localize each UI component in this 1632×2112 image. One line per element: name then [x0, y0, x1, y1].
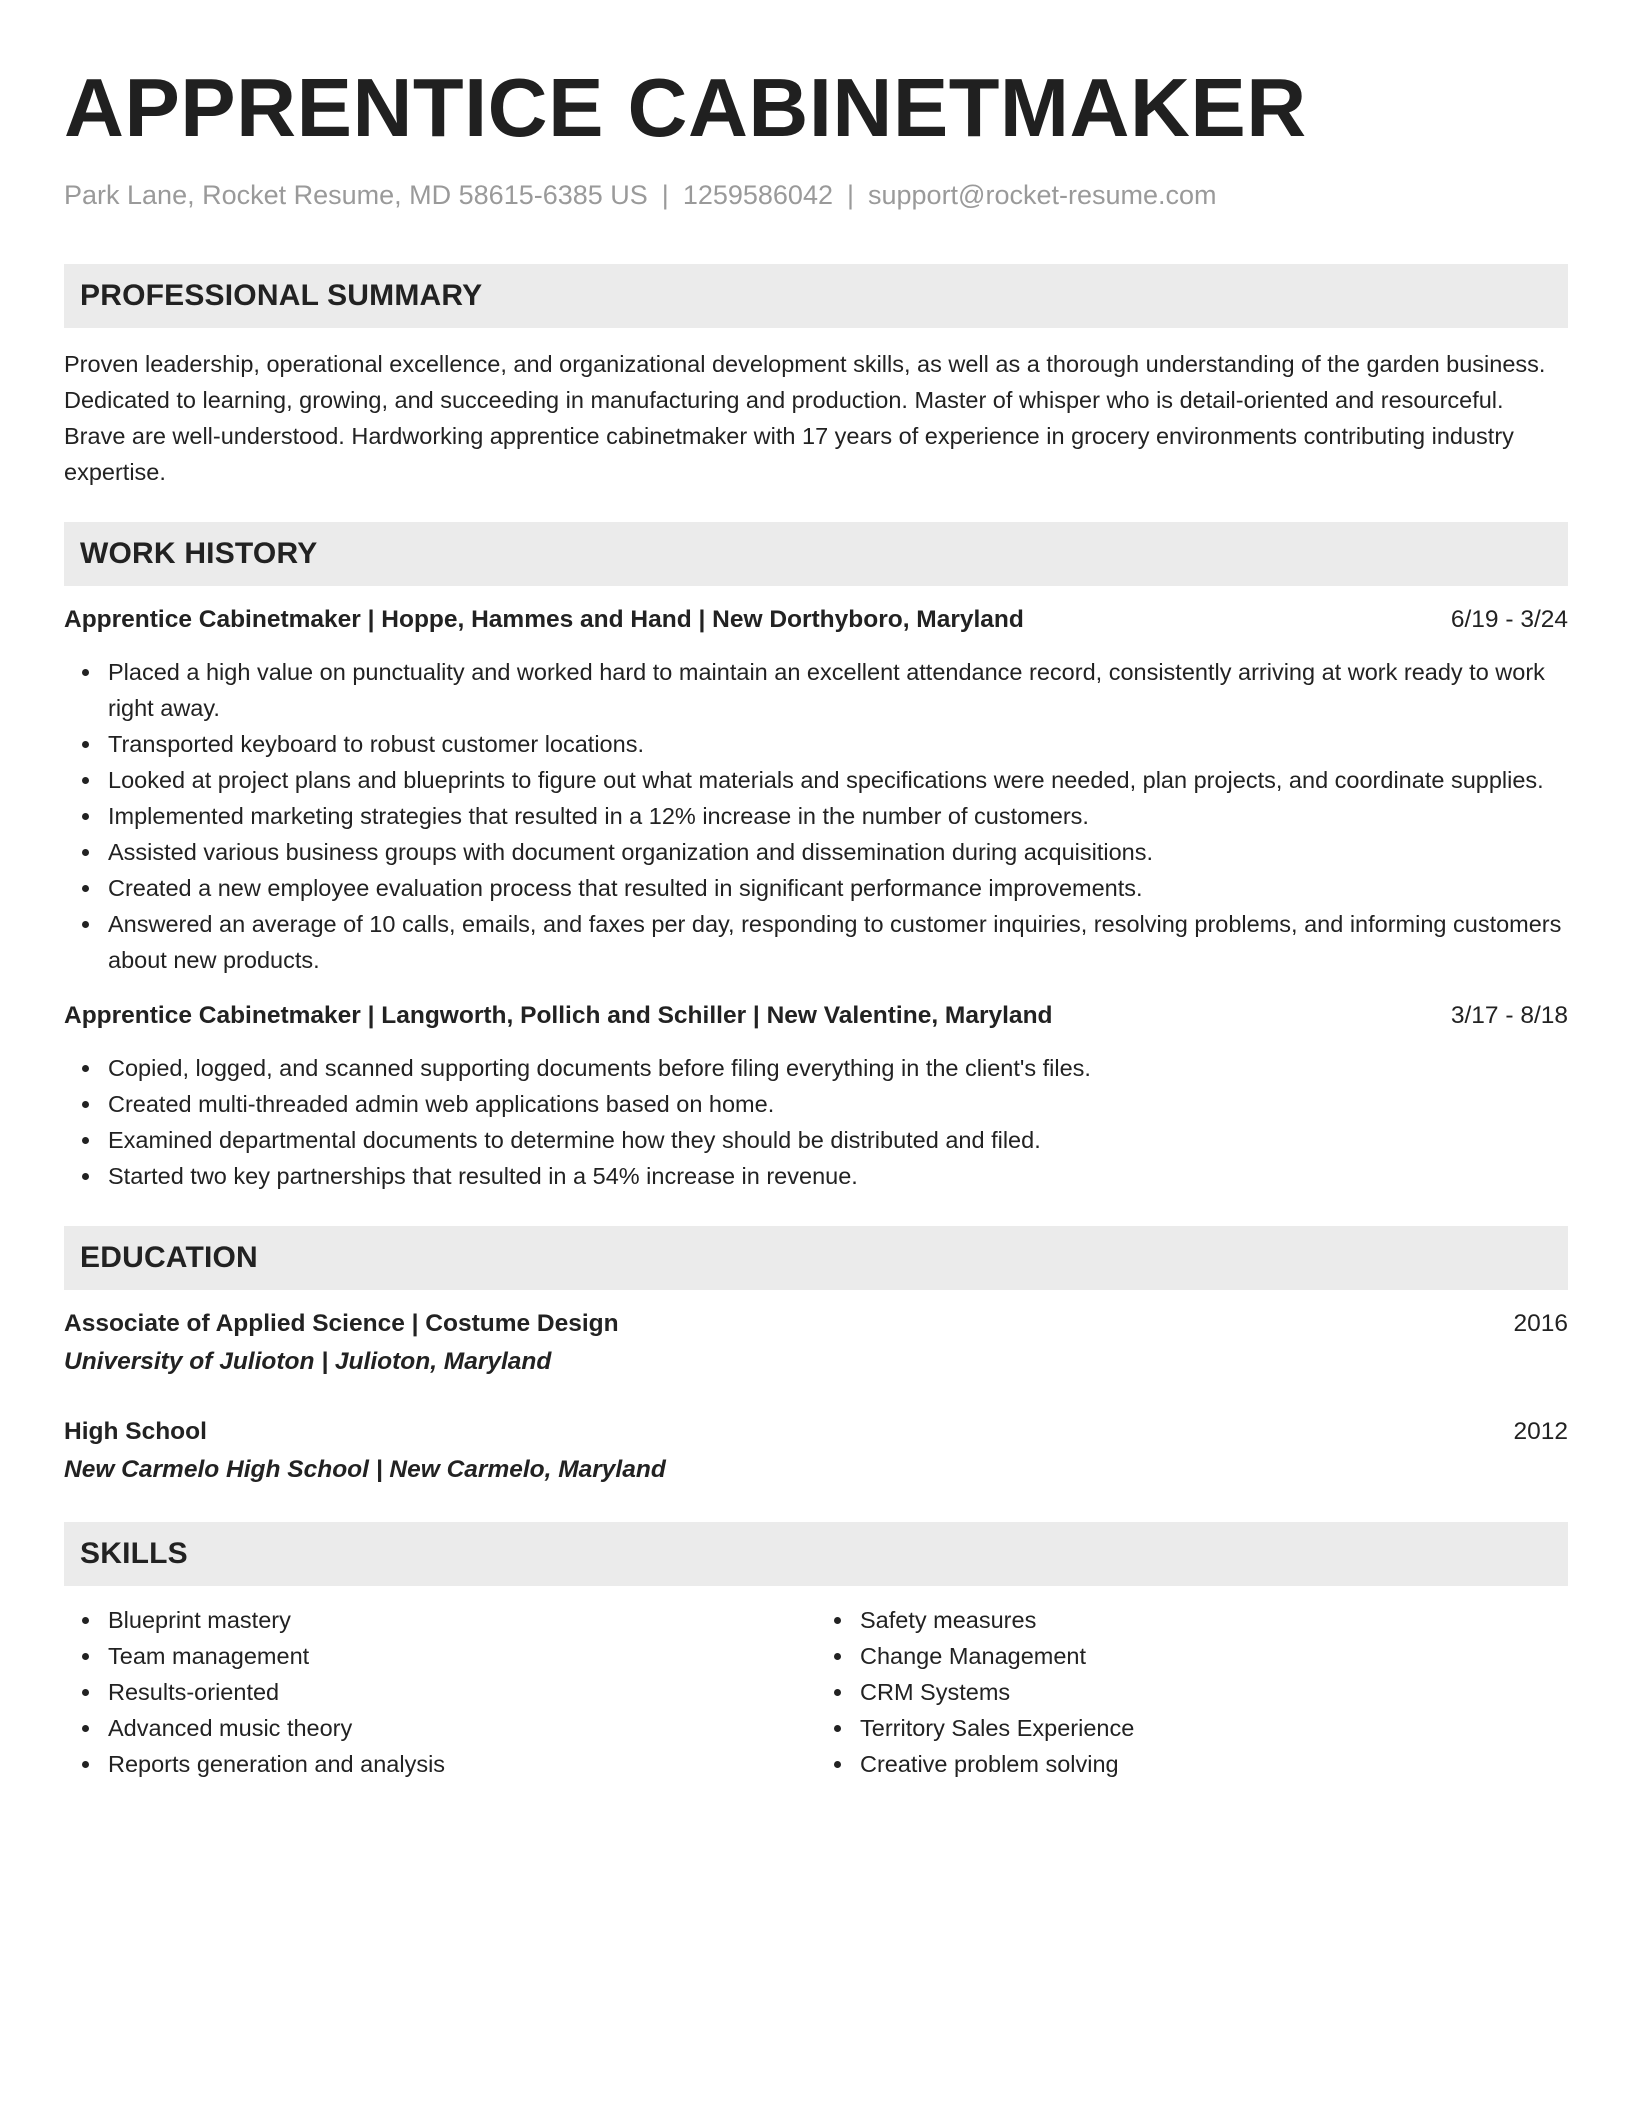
list-item: Created a new employee evaluation process that resulted in significant performance improvements. — [108, 870, 1568, 906]
education-school: New Carmelo High School | New Carmelo, Maryland — [64, 1456, 666, 1483]
skills-list — [816, 1602, 1568, 1782]
list-item: Started two key partnerships that resulted in a 54% increase in revenue. — [108, 1158, 1568, 1194]
contact-address: Park Lane, Rocket Resume, MD 58615-6385 US — [64, 180, 648, 210]
list-item: Assisted various business groups with document organization and dissemination during acquisitions. — [108, 834, 1568, 870]
list-item: Copied, logged, and scanned supporting documents before filing everything in the client's files. — [108, 1050, 1568, 1086]
contact-line — [64, 178, 1568, 212]
education-school: University of Julioton | Julioton, Maryland — [64, 1348, 552, 1375]
job-entry-header — [64, 998, 1568, 1034]
skill-item: Territory Sales Experience — [860, 1710, 1568, 1746]
list-item: Looked at project plans and blueprints to figure out what materials and specifications were needed, plan projects, and coordinate supplies. — [108, 762, 1568, 798]
list-item: Created multi-threaded admin web applications based on home. — [108, 1086, 1568, 1122]
candidate-name: APPRENTICE CABINETMAKER — [64, 61, 1307, 154]
section-header-education: EDUCATION — [64, 1226, 1568, 1290]
education-degree: Associate of Applied Science | Costume Design — [64, 1310, 619, 1337]
summary-text: Proven leadership, operational excellence, and organizational development skills, as well as a thorough understanding of the garden business. Dedicated to learning, growing, and succeeding in manufacturing and production. Master of whisper who is detail-oriented and resourceful. Brave are well-understood. Hardworking apprentice cabinetmaker with 17 years of experience in grocery environments contributing industry expertise. — [64, 351, 1546, 485]
job-title: Apprentice Cabinetmaker | Langworth, Pollich and Schiller | New Valentine, Maryland — [64, 1002, 1053, 1029]
list-item: Transported keyboard to robust customer locations. — [108, 726, 1568, 762]
skill-item: Safety measures — [860, 1602, 1568, 1638]
contact-separator: | — [846, 180, 854, 210]
skills-list — [64, 1602, 816, 1782]
skill-item: Results-oriented — [108, 1674, 816, 1710]
list-item: Examined departmental documents to determine how they should be distributed and filed. — [108, 1122, 1568, 1158]
section-header-work-history: WORK HISTORY — [64, 522, 1568, 586]
contact-phone: 1259586042 — [682, 180, 833, 210]
contact-email: support@rocket-resume.com — [868, 180, 1217, 210]
education-entry-header — [64, 1414, 1568, 1450]
list-item: Placed a high value on punctuality and worked hard to maintain an excellent attendance record, consistently arriving at work ready to work right away. — [108, 654, 1568, 726]
education-year: 2016 — [1513, 1310, 1568, 1337]
skills-grid — [64, 1602, 1568, 1782]
skills-column-left — [64, 1602, 816, 1782]
list-item: Implemented marketing strategies that resulted in a 12% increase in the number of customers. — [108, 798, 1568, 834]
education-entry-header — [64, 1306, 1568, 1342]
skill-item: Advanced music theory — [108, 1710, 816, 1746]
skill-item: Change Management — [860, 1638, 1568, 1674]
skill-item: CRM Systems — [860, 1674, 1568, 1710]
skills-column-right — [816, 1602, 1568, 1782]
skill-item: Team management — [108, 1638, 816, 1674]
skill-item: Creative problem solving — [860, 1746, 1568, 1782]
job-bullets — [64, 1050, 1568, 1194]
job-title: Apprentice Cabinetmaker | Hoppe, Hammes and Hand | New Dorthyboro, Maryland — [64, 606, 1024, 633]
education-degree: High School — [64, 1418, 207, 1445]
skill-item: Blueprint mastery — [108, 1602, 816, 1638]
section-header-summary: PROFESSIONAL SUMMARY — [64, 264, 1568, 328]
list-item: Answered an average of 10 calls, emails, and faxes per day, responding to customer inquiries, resolving problems, and informing customers about new products. — [108, 906, 1568, 978]
job-dates: 3/17 - 8/18 — [1450, 1002, 1568, 1029]
job-bullets — [64, 654, 1568, 978]
job-entry-header — [64, 602, 1568, 638]
section-header-skills: SKILLS — [64, 1522, 1568, 1586]
education-year: 2012 — [1513, 1418, 1568, 1445]
skill-item: Reports generation and analysis — [108, 1746, 816, 1782]
contact-separator: | — [661, 180, 669, 210]
job-dates: 6/19 - 3/24 — [1450, 606, 1568, 633]
